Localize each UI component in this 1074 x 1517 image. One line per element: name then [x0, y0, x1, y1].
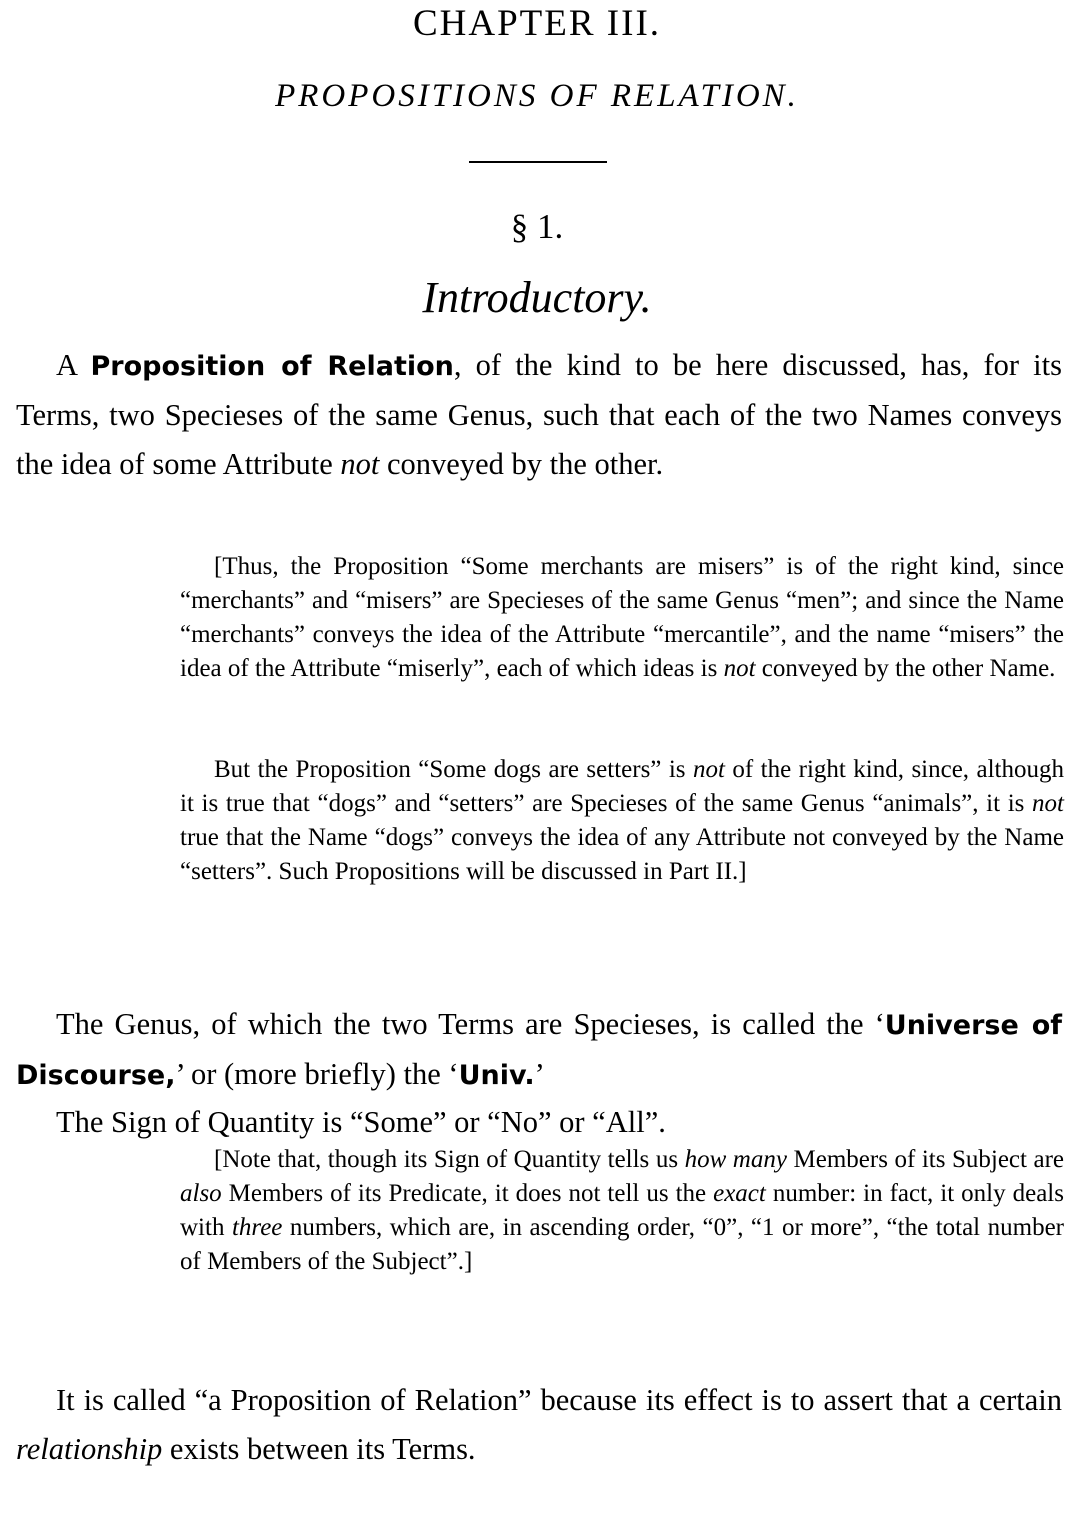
note-merchants-example — [180, 550, 1064, 686]
note-text: number: in fact, it only deals with — [180, 1180, 1064, 1241]
note-text: But the Proposition “Some dogs are setters” is — [214, 756, 693, 783]
paragraph-definition — [16, 341, 1062, 489]
bold-term: Universe of Discourse, — [16, 1010, 1062, 1091]
paragraph-text: exists between its Terms. — [162, 1432, 476, 1466]
italic-emphasis: exact — [713, 1180, 766, 1207]
paragraph-sign-of-quantity: The Sign of Quantity is “Some” or “No” or “All”. — [56, 1105, 666, 1139]
divider-rule — [469, 161, 607, 163]
note-quantity — [180, 1143, 1064, 1279]
note-text: Members of its Subject are — [786, 1146, 1065, 1173]
italic-emphasis: not — [723, 655, 756, 682]
paragraph-text: It is called “a Proposition of Relation” because its effect is to assert that a certain — [56, 1383, 1062, 1417]
note-text: Members of its Predicate, it does not tell us the — [221, 1180, 714, 1207]
note-text: [Thus, the Proposition “Some merchants are misers” is of the right kind, since “merchants” and “misers” are Specieses of the same Genus “men”; and since the Name “merchants” conveys the idea of the Attribute “mercantile”, and the name “misers” the idea of the Attribute “miserly”, each of which ideas is — [180, 553, 1064, 682]
paragraph-text: conveyed by the other. — [379, 447, 664, 481]
chapter-heading: CHAPTER III. — [412, 3, 662, 44]
paragraph-text: The Genus, of which the two Terms are Specieses, is called the ‘ — [56, 1007, 885, 1041]
note-text: [Note that, though its Sign of Quantity tells us — [214, 1146, 685, 1173]
paragraph-text: , of the kind to be here discussed, has, for its Terms, two Specieses of the same Genus, such that each of the two Names conveys the idea of some Attribute — [16, 348, 1062, 481]
bold-term: Univ. — [458, 1060, 535, 1091]
italic-emphasis: how many — [684, 1146, 787, 1173]
italic-emphasis: relationship — [16, 1432, 163, 1466]
bold-term: Proposition of Relation — [90, 351, 454, 382]
paragraph-text: ’ — [534, 1057, 545, 1091]
note-text: true that the Name “dogs” conveys the idea of any Attribute not conveyed by the Name “setters”. Such Propositions will be discussed in Part II.] — [180, 824, 1064, 885]
note-dogs-example — [180, 753, 1064, 889]
section-number: § 1. — [510, 207, 564, 246]
italic-emphasis: not — [1032, 790, 1064, 817]
italic-emphasis: not — [692, 756, 725, 783]
chapter-subtitle: PROPOSITIONS OF RELATION. — [275, 78, 799, 114]
italic-emphasis: three — [231, 1214, 283, 1241]
paragraph-text: ’ or (more briefly) the ‘ — [175, 1057, 459, 1091]
paragraph-text: A — [56, 348, 91, 382]
paragraph-universe — [16, 1000, 1062, 1100]
section-title: Introductory. — [422, 273, 652, 322]
paragraph-relation — [16, 1376, 1062, 1474]
italic-emphasis: not — [340, 447, 380, 481]
note-text: conveyed by the other Name. — [755, 655, 1056, 682]
note-text: of the right kind, since, although it is true that “dogs” and “setters” are Specieses of the same Genus “animals”, it is — [180, 756, 1064, 817]
note-text: numbers, which are, in ascending order, “0”, “1 or more”, “the total number of Members of the Subject”.] — [180, 1214, 1064, 1275]
italic-emphasis: also — [180, 1180, 222, 1207]
